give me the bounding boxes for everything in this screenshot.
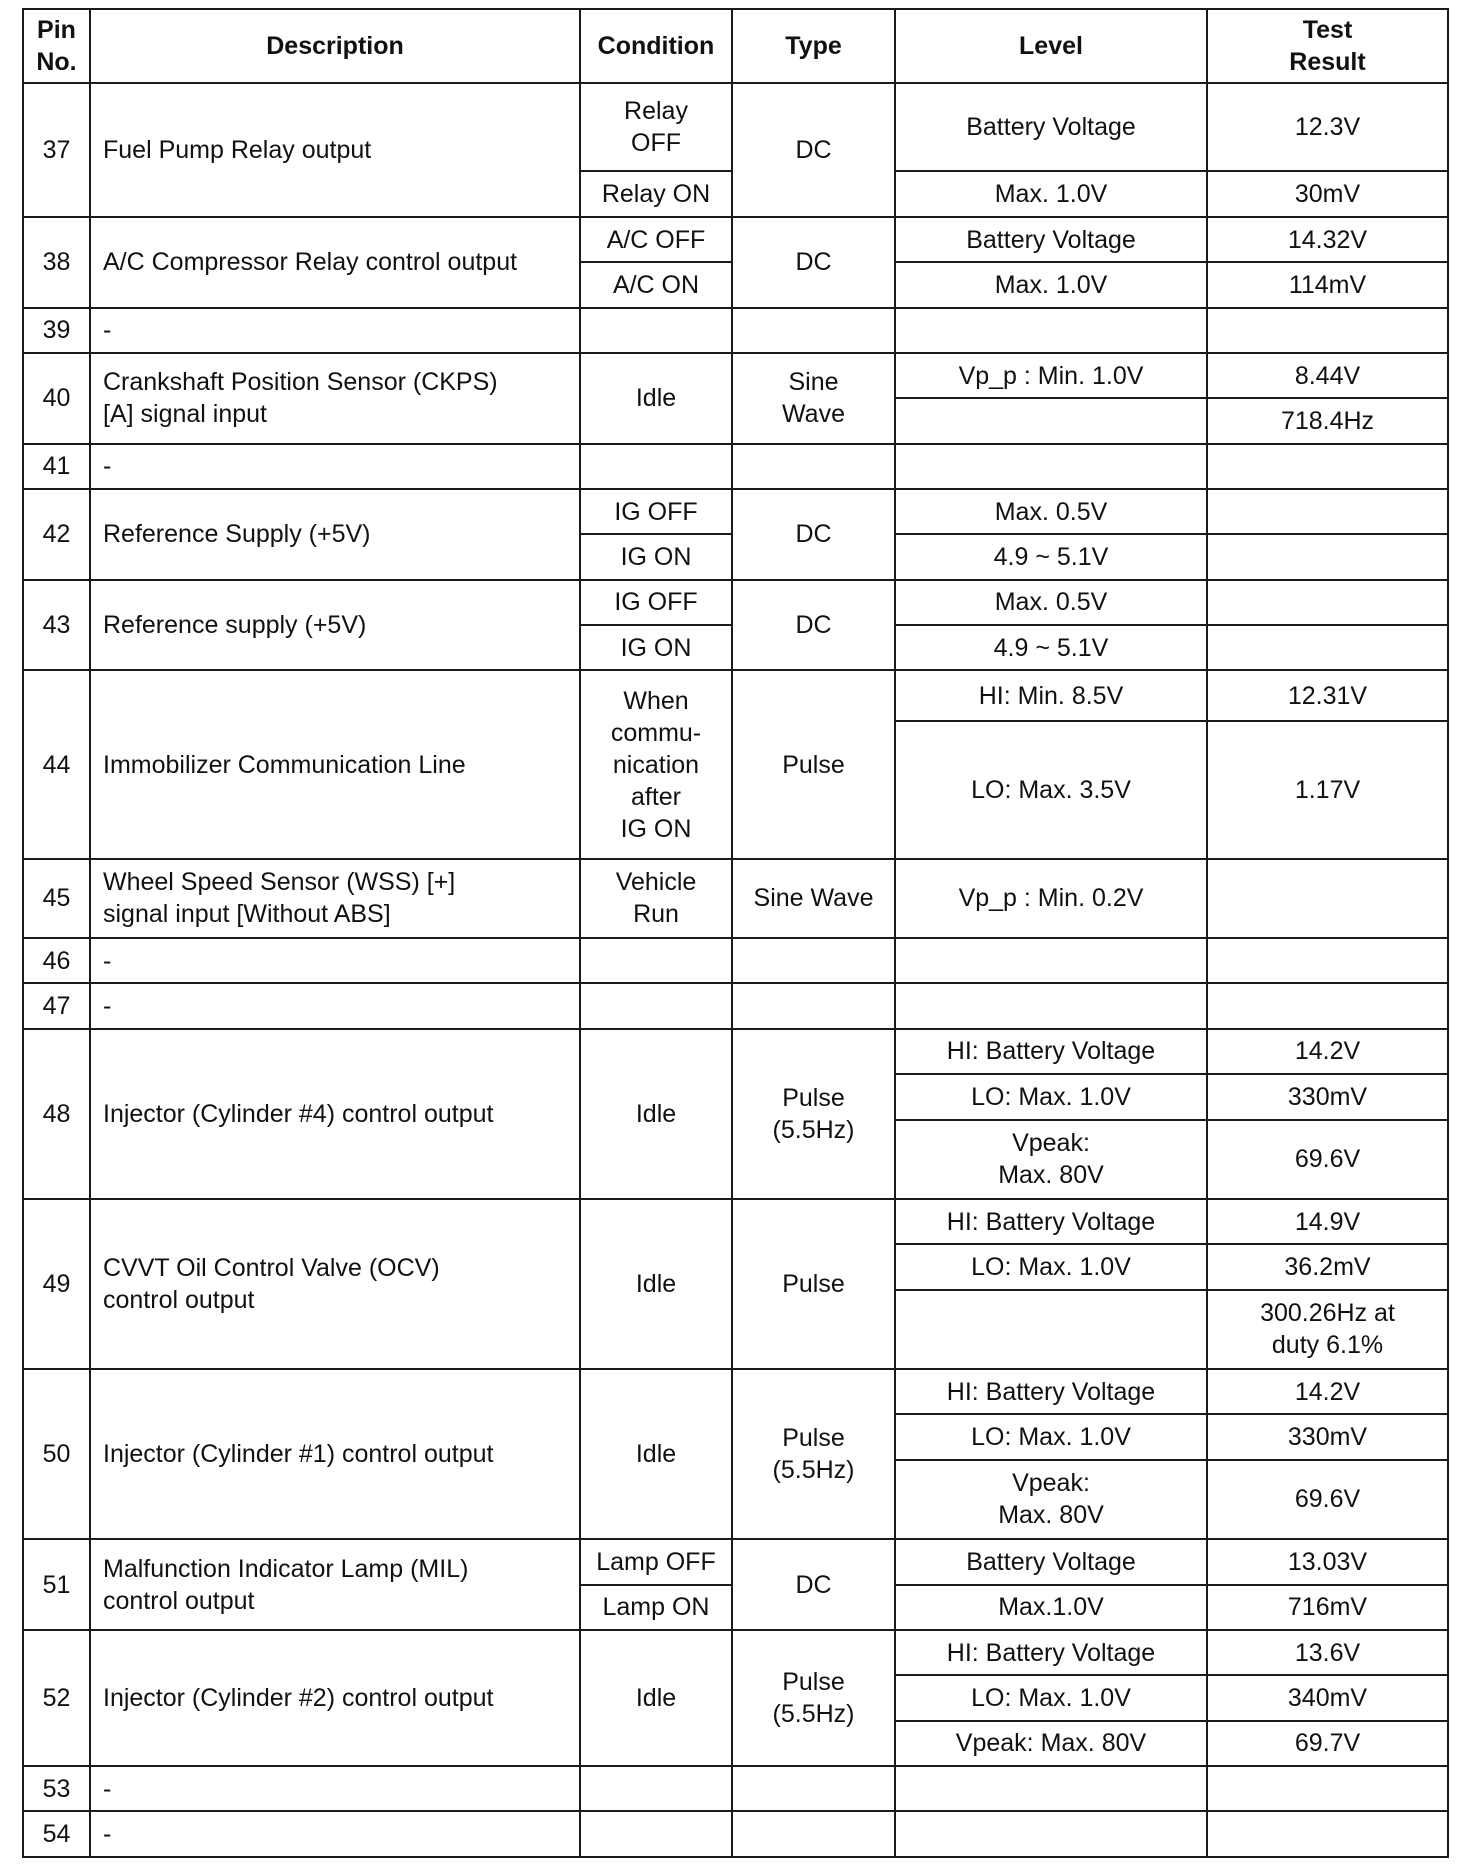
- pin-number-cell: 52: [23, 1630, 90, 1766]
- type-cell: DC: [732, 580, 895, 671]
- level-cell: HI: Battery Voltage: [895, 1029, 1207, 1074]
- condition-cell: IG ON: [580, 625, 732, 670]
- description-cell: Injector (Cylinder #1) control output: [90, 1369, 580, 1539]
- type-cell: Pulse (5.5Hz): [732, 1630, 895, 1766]
- pin-number-cell: 38: [23, 217, 90, 308]
- table-row: [23, 1766, 1448, 1811]
- header-description: Description: [90, 9, 580, 83]
- description-cell: Immobilizer Communication Line: [90, 670, 580, 858]
- description-cell: -: [90, 983, 580, 1028]
- condition-cell: Idle: [580, 353, 732, 444]
- level-cell: Battery Voltage: [895, 217, 1207, 262]
- test-result-cell: 69.6V: [1207, 1120, 1448, 1199]
- table-body: [23, 83, 1448, 1857]
- pin-number-cell: 39: [23, 308, 90, 353]
- header-pin-no: Pin No.: [23, 9, 90, 83]
- type-cell: [732, 938, 895, 983]
- level-cell: [895, 308, 1207, 353]
- level-cell: Max. 0.5V: [895, 489, 1207, 534]
- type-cell: [732, 1811, 895, 1857]
- test-result-cell: 14.32V: [1207, 217, 1448, 262]
- level-cell: LO: Max. 1.0V: [895, 1414, 1207, 1459]
- test-result-cell: [1207, 580, 1448, 625]
- pin-number-cell: 51: [23, 1539, 90, 1630]
- condition-cell: IG ON: [580, 534, 732, 579]
- condition-cell: A/C OFF: [580, 217, 732, 262]
- level-cell: Max. 1.0V: [895, 171, 1207, 216]
- pin-number-cell: 53: [23, 1766, 90, 1811]
- level-cell: HI: Min. 8.5V: [895, 670, 1207, 721]
- description-cell: Wheel Speed Sensor (WSS) [+] signal input [Without ABS]: [90, 859, 580, 938]
- level-cell: Vp_p : Min. 0.2V: [895, 859, 1207, 938]
- table-row: [23, 353, 1448, 398]
- test-result-cell: 13.6V: [1207, 1630, 1448, 1675]
- pin-number-cell: 46: [23, 938, 90, 983]
- level-cell: LO: Max. 1.0V: [895, 1244, 1207, 1289]
- level-cell: HI: Battery Voltage: [895, 1199, 1207, 1244]
- level-cell: [895, 1811, 1207, 1857]
- test-result-cell: 14.9V: [1207, 1199, 1448, 1244]
- pin-number-cell: 54: [23, 1811, 90, 1857]
- table-row: [23, 859, 1448, 938]
- type-cell: Sine Wave: [732, 859, 895, 938]
- condition-cell: [580, 308, 732, 353]
- type-cell: Sine Wave: [732, 353, 895, 444]
- test-result-cell: [1207, 983, 1448, 1028]
- level-cell: Max.1.0V: [895, 1585, 1207, 1630]
- test-result-cell: [1207, 534, 1448, 579]
- test-result-cell: [1207, 1766, 1448, 1811]
- condition-cell: IG OFF: [580, 580, 732, 625]
- header-condition: Condition: [580, 9, 732, 83]
- level-cell: Vpeak: Max. 80V: [895, 1120, 1207, 1199]
- type-cell: Pulse (5.5Hz): [732, 1369, 895, 1539]
- type-cell: DC: [732, 1539, 895, 1630]
- test-result-cell: 30mV: [1207, 171, 1448, 216]
- description-cell: CVVT Oil Control Valve (OCV) control output: [90, 1199, 580, 1369]
- test-result-cell: 8.44V: [1207, 353, 1448, 398]
- condition-cell: Idle: [580, 1199, 732, 1369]
- level-cell: [895, 398, 1207, 443]
- condition-cell: IG OFF: [580, 489, 732, 534]
- condition-cell: [580, 1766, 732, 1811]
- description-cell: -: [90, 938, 580, 983]
- condition-cell: [580, 1811, 732, 1857]
- test-result-cell: 13.03V: [1207, 1539, 1448, 1584]
- pin-number-cell: 41: [23, 444, 90, 489]
- condition-cell: Relay ON: [580, 171, 732, 216]
- test-result-cell: 14.2V: [1207, 1029, 1448, 1074]
- type-cell: DC: [732, 489, 895, 580]
- test-result-cell: 1.17V: [1207, 721, 1448, 858]
- condition-cell: Lamp ON: [580, 1585, 732, 1630]
- level-cell: 4.9 ~ 5.1V: [895, 534, 1207, 579]
- level-cell: Battery Voltage: [895, 83, 1207, 171]
- table-row: [23, 580, 1448, 625]
- test-result-cell: 330mV: [1207, 1414, 1448, 1459]
- test-result-cell: 69.6V: [1207, 1460, 1448, 1539]
- pin-number-cell: 40: [23, 353, 90, 444]
- condition-cell: [580, 444, 732, 489]
- table-row: [23, 1811, 1448, 1857]
- pin-number-cell: 43: [23, 580, 90, 671]
- table-row: [23, 308, 1448, 353]
- description-cell: A/C Compressor Relay control output: [90, 217, 580, 308]
- table-row: [23, 489, 1448, 534]
- test-result-cell: [1207, 489, 1448, 534]
- description-cell: Crankshaft Position Sensor (CKPS) [A] signal input: [90, 353, 580, 444]
- description-cell: -: [90, 1766, 580, 1811]
- level-cell: [895, 983, 1207, 1028]
- test-result-cell: 716mV: [1207, 1585, 1448, 1630]
- level-cell: HI: Battery Voltage: [895, 1369, 1207, 1414]
- condition-cell: Vehicle Run: [580, 859, 732, 938]
- table-row: [23, 938, 1448, 983]
- type-cell: DC: [732, 217, 895, 308]
- table-row: [23, 217, 1448, 262]
- test-result-cell: 114mV: [1207, 262, 1448, 307]
- description-cell: -: [90, 1811, 580, 1857]
- test-result-cell: 12.3V: [1207, 83, 1448, 171]
- pin-number-cell: 37: [23, 83, 90, 217]
- table-row: [23, 444, 1448, 489]
- table-row: [23, 1539, 1448, 1584]
- description-cell: Fuel Pump Relay output: [90, 83, 580, 217]
- table-row: [23, 83, 1448, 171]
- test-result-cell: 718.4Hz: [1207, 398, 1448, 443]
- test-result-cell: [1207, 1811, 1448, 1857]
- test-result-cell: 300.26Hz at duty 6.1%: [1207, 1290, 1448, 1369]
- pin-number-cell: 47: [23, 983, 90, 1028]
- condition-cell: When commu- nication after IG ON: [580, 670, 732, 858]
- level-cell: 4.9 ~ 5.1V: [895, 625, 1207, 670]
- condition-cell: Lamp OFF: [580, 1539, 732, 1584]
- type-cell: [732, 444, 895, 489]
- description-cell: Injector (Cylinder #4) control output: [90, 1029, 580, 1199]
- pin-number-cell: 48: [23, 1029, 90, 1199]
- level-cell: [895, 1766, 1207, 1811]
- test-result-cell: 14.2V: [1207, 1369, 1448, 1414]
- type-cell: [732, 983, 895, 1028]
- level-cell: Vpeak: Max. 80V: [895, 1721, 1207, 1766]
- level-cell: [895, 938, 1207, 983]
- pin-number-cell: 49: [23, 1199, 90, 1369]
- header-level: Level: [895, 9, 1207, 83]
- header-test-result: Test Result: [1207, 9, 1448, 83]
- type-cell: [732, 308, 895, 353]
- condition-cell: Idle: [580, 1029, 732, 1199]
- level-cell: LO: Max. 1.0V: [895, 1074, 1207, 1119]
- description-cell: Injector (Cylinder #2) control output: [90, 1630, 580, 1766]
- table-header: [23, 9, 1448, 83]
- table-row: [23, 1630, 1448, 1675]
- type-cell: Pulse: [732, 670, 895, 858]
- header-row: [23, 9, 1448, 83]
- level-cell: Vp_p : Min. 1.0V: [895, 353, 1207, 398]
- type-cell: Pulse (5.5Hz): [732, 1029, 895, 1199]
- level-cell: [895, 444, 1207, 489]
- condition-cell: A/C ON: [580, 262, 732, 307]
- condition-cell: [580, 938, 732, 983]
- table-row: [23, 670, 1448, 721]
- header-type: Type: [732, 9, 895, 83]
- level-cell: HI: Battery Voltage: [895, 1630, 1207, 1675]
- test-result-cell: [1207, 938, 1448, 983]
- condition-cell: Idle: [580, 1369, 732, 1539]
- test-result-cell: [1207, 308, 1448, 353]
- test-result-cell: 340mV: [1207, 1675, 1448, 1720]
- description-cell: -: [90, 308, 580, 353]
- pin-number-cell: 50: [23, 1369, 90, 1539]
- level-cell: Max. 0.5V: [895, 580, 1207, 625]
- test-result-cell: 330mV: [1207, 1074, 1448, 1119]
- test-result-cell: [1207, 625, 1448, 670]
- test-result-cell: 69.7V: [1207, 1721, 1448, 1766]
- table-row: [23, 1199, 1448, 1244]
- condition-cell: [580, 983, 732, 1028]
- type-cell: [732, 1766, 895, 1811]
- pin-number-cell: 42: [23, 489, 90, 580]
- level-cell: LO: Max. 3.5V: [895, 721, 1207, 858]
- type-cell: Pulse: [732, 1199, 895, 1369]
- pin-number-cell: 45: [23, 859, 90, 938]
- test-result-cell: [1207, 859, 1448, 938]
- test-result-cell: 12.31V: [1207, 670, 1448, 721]
- test-result-cell: [1207, 444, 1448, 489]
- level-cell: Battery Voltage: [895, 1539, 1207, 1584]
- condition-cell: Relay OFF: [580, 83, 732, 171]
- level-cell: Max. 1.0V: [895, 262, 1207, 307]
- table-row: [23, 1369, 1448, 1414]
- table-row: [23, 983, 1448, 1028]
- condition-cell: Idle: [580, 1630, 732, 1766]
- description-cell: Malfunction Indicator Lamp (MIL) control output: [90, 1539, 580, 1630]
- level-cell: LO: Max. 1.0V: [895, 1675, 1207, 1720]
- pin-number-cell: 44: [23, 670, 90, 858]
- level-cell: Vpeak: Max. 80V: [895, 1460, 1207, 1539]
- type-cell: DC: [732, 83, 895, 217]
- description-cell: -: [90, 444, 580, 489]
- table-row: [23, 1029, 1448, 1074]
- description-cell: Reference supply (+5V): [90, 580, 580, 671]
- pin-test-table: [22, 8, 1449, 1858]
- level-cell: [895, 1290, 1207, 1369]
- test-result-cell: 36.2mV: [1207, 1244, 1448, 1289]
- description-cell: Reference Supply (+5V): [90, 489, 580, 580]
